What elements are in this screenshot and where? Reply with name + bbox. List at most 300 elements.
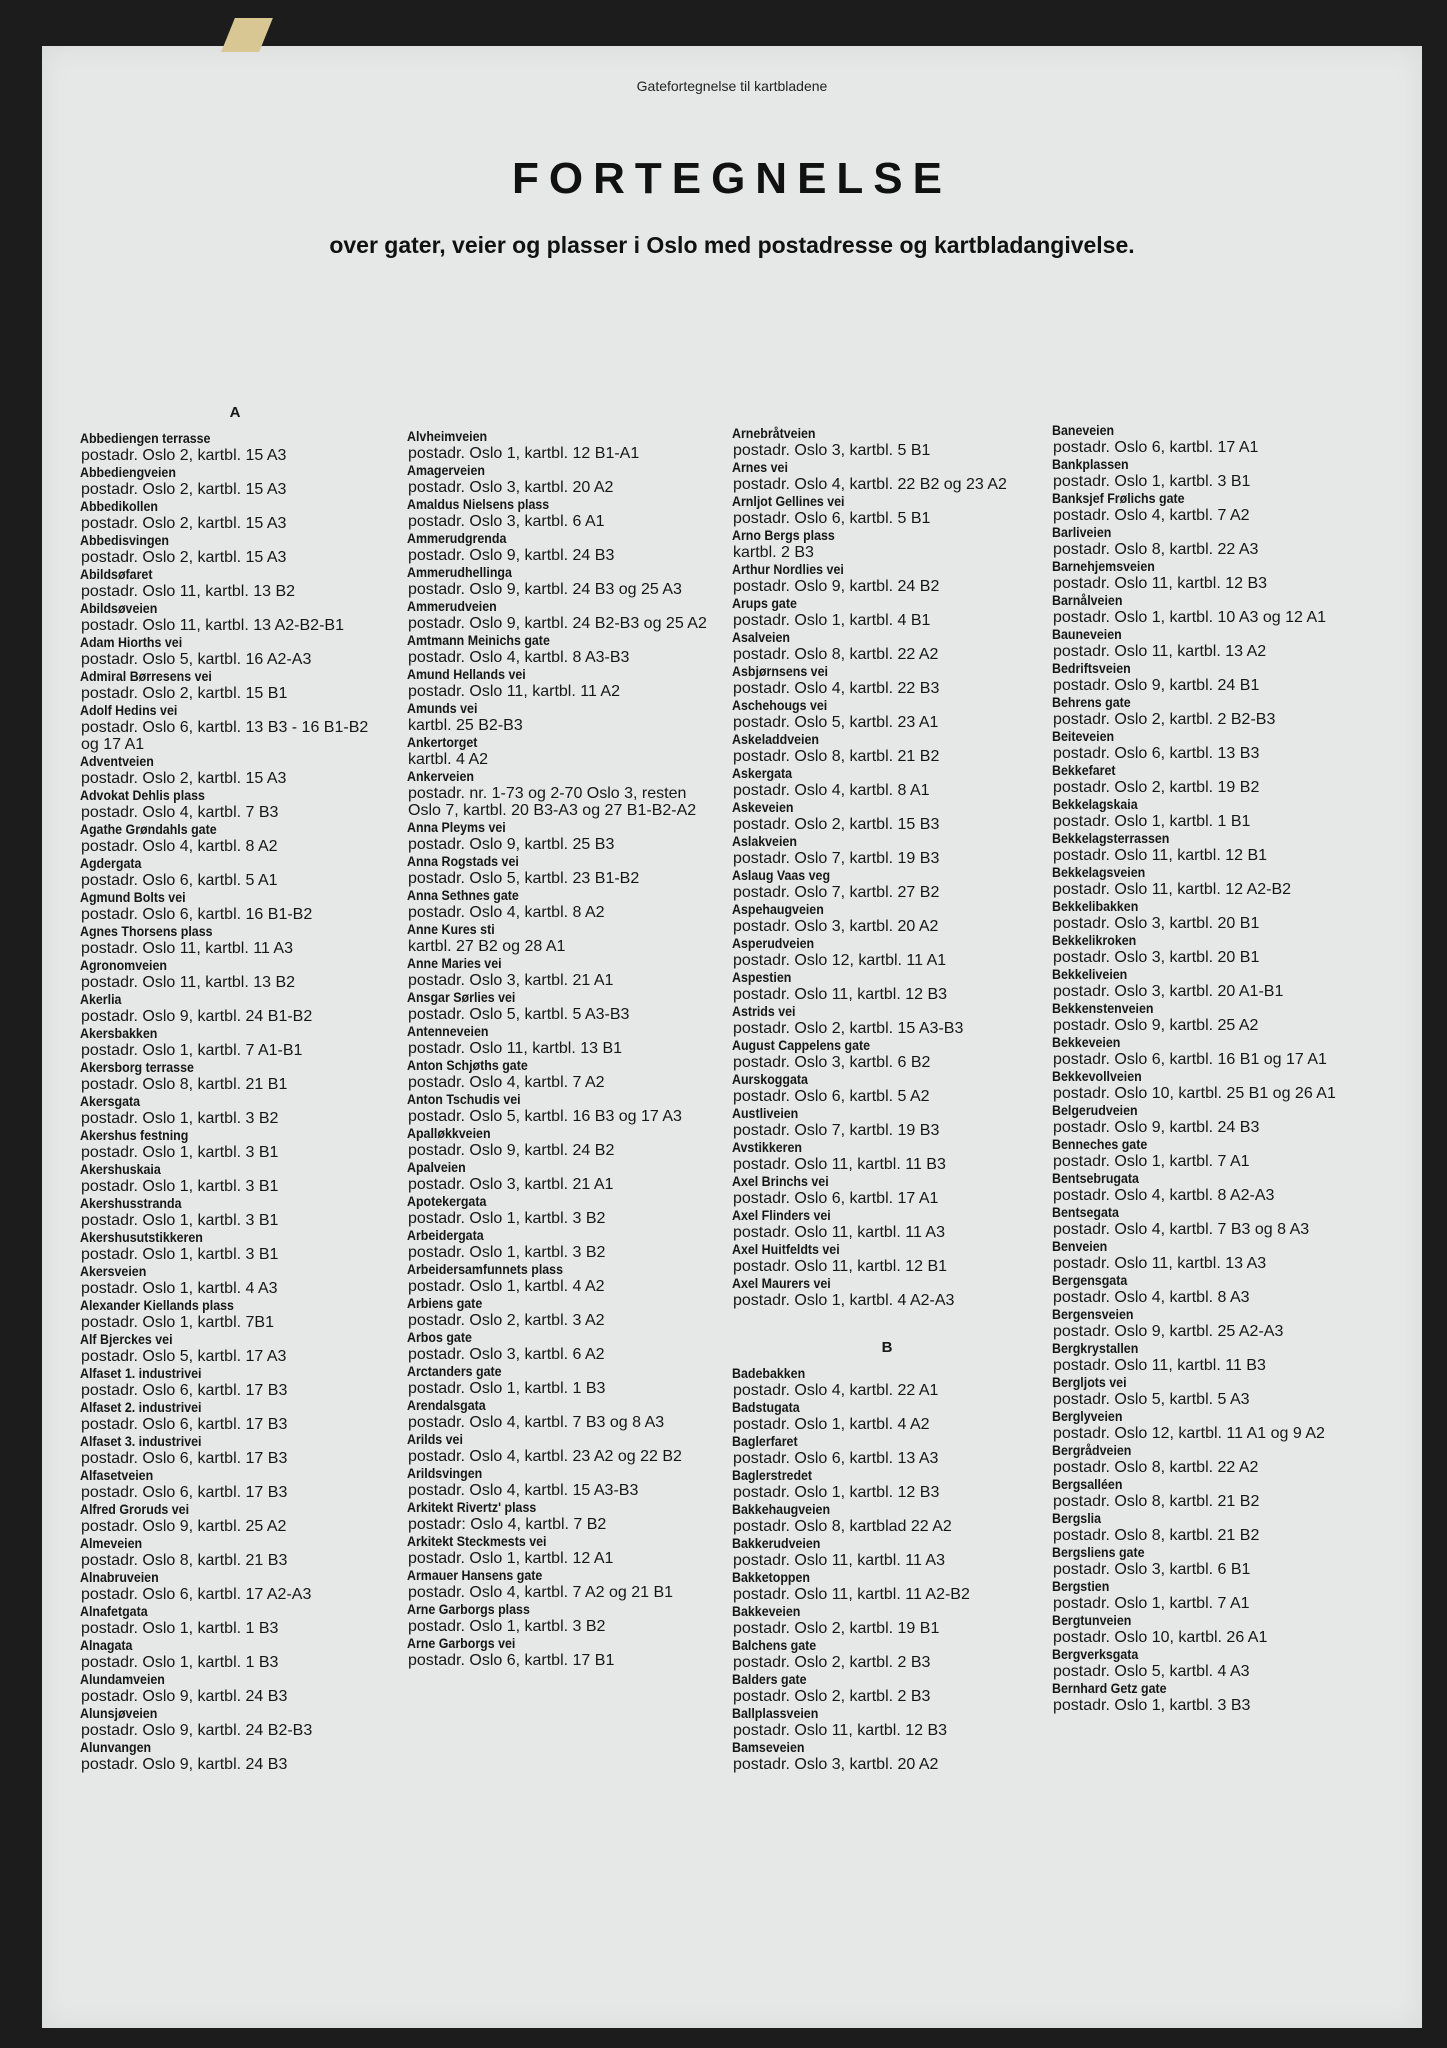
street-address: postadr. Oslo 6, kartbl. 16 B1-B2 — [81, 906, 313, 923]
street-entry — [407, 768, 712, 819]
street-name: Arbeidersamfunnets plass — [407, 1262, 563, 1277]
street-entry — [1052, 1578, 1382, 1612]
street-entry — [1052, 694, 1382, 728]
street-entry — [80, 889, 390, 923]
street-address: postadr. Oslo 6, kartbl. 17 A1 — [733, 1190, 939, 1207]
street-address: postadr. Oslo 6, kartbl. 17 B3 — [81, 1484, 288, 1501]
street-entry — [732, 1603, 1042, 1637]
street-address: postadr. Oslo 1, kartbl. 7 A1-B1 — [81, 1042, 303, 1059]
street-entry — [80, 855, 390, 889]
street-entry — [407, 666, 712, 700]
street-name: Alnafetgata — [80, 1604, 148, 1619]
street-address: postadr. Oslo 2, kartbl. 15 B3 — [733, 816, 940, 833]
street-address: postadr. Oslo 1, kartbl. 1 B3 — [81, 1620, 279, 1637]
street-name: Abbediengveien — [80, 465, 176, 480]
street-entry — [80, 957, 390, 991]
street-entry — [407, 1193, 712, 1227]
street-entry — [80, 923, 390, 957]
street-entry — [732, 1173, 1042, 1207]
street-address: postadr. Oslo 4, kartbl. 22 B2 og 23 A2 — [733, 476, 1007, 493]
street-entry — [1052, 1034, 1382, 1068]
street-name: Asperudveien — [732, 936, 815, 951]
street-address: postadr. Oslo 3, kartbl. 6 B2 — [733, 1054, 931, 1071]
street-entry — [732, 663, 1042, 697]
street-address: postadr. Oslo 11, kartbl. 11 A3 — [733, 1224, 945, 1241]
street-address: postadr. Oslo 3, kartbl. 21 A1 — [408, 972, 614, 989]
street-address: postadr. Oslo 1, kartbl. 7B1 — [81, 1314, 274, 1331]
street-entry — [407, 1635, 712, 1669]
street-entry — [1052, 1476, 1382, 1510]
street-name: Adventveien — [80, 754, 154, 769]
street-name: Bentsegata — [1052, 1205, 1119, 1220]
street-entry — [80, 532, 390, 566]
entry-list — [80, 430, 390, 1773]
street-address: postadr. Oslo 6, kartbl. 5 B1 — [733, 510, 931, 527]
street-name: Bakkehaugveien — [732, 1502, 831, 1517]
column-2 — [407, 428, 712, 1669]
street-address: postadr. Oslo 4, kartbl. 7 A2 — [1053, 507, 1250, 524]
street-name: Agnes Thorsens plass — [80, 924, 213, 939]
street-address: postadr. Oslo 9, kartbl. 24 B1-B2 — [81, 1008, 313, 1025]
street-name: Bekkefaret — [1052, 763, 1116, 778]
street-name: Abbediengen terrasse — [80, 431, 211, 446]
street-name: Alnagata — [80, 1638, 133, 1653]
street-address: postadr. Oslo 3, kartbl. 21 A1 — [408, 1176, 614, 1193]
street-name: Ankerveien — [407, 769, 474, 784]
street-entry — [407, 1057, 712, 1091]
street-name: Arthur Nordlies vei — [732, 562, 844, 577]
street-address: postadr. Oslo 3, kartbl. 6 B1 — [1053, 1561, 1251, 1578]
street-address: postadr. Oslo 12, kartbl. 11 A1 og 9 A2 — [1053, 1425, 1325, 1442]
street-address: postadr. Oslo 10, kartbl. 25 B1 og 26 A1 — [1053, 1085, 1336, 1102]
street-name: Ammerudgrenda — [407, 531, 507, 546]
street-entry — [407, 1465, 712, 1499]
street-name: Anne Maries vei — [407, 956, 502, 971]
street-name: Bergsalléen — [1052, 1477, 1123, 1492]
street-name: Amagerveien — [407, 463, 486, 478]
street-entry — [407, 632, 712, 666]
street-name: Bakkerudveien — [732, 1536, 821, 1551]
street-name: Barliveien — [1052, 525, 1112, 540]
street-name: Arbiens gate — [407, 1296, 483, 1311]
page-title: FORTEGNELSE — [511, 154, 953, 203]
street-name: Arkitekt Steckmests vei — [407, 1534, 547, 1549]
street-address: kartbl. 2 B3 — [733, 544, 814, 561]
street-address: postadr. Oslo 2, kartbl. 15 A3 — [81, 549, 287, 566]
street-address: postadr. Oslo 4, kartbl. 7 B3 og 8 A3 — [408, 1414, 665, 1431]
street-entry — [80, 1331, 390, 1365]
street-entry — [80, 1637, 390, 1671]
street-name: Arnes vei — [732, 460, 788, 475]
street-address: postadr. Oslo 7, kartbl. 27 B2 — [733, 884, 940, 901]
street-entry — [732, 969, 1042, 1003]
street-entry — [407, 462, 712, 496]
street-address: postadr. Oslo 6, kartbl. 13 A3 — [733, 1450, 939, 1467]
street-entry — [732, 527, 1042, 561]
street-address: postadr. Oslo 2, kartbl. 15 A3 — [81, 515, 287, 532]
street-address: postadr. Oslo 1, kartbl. 12 B1-A1 — [408, 445, 640, 462]
street-name: Bergensveien — [1052, 1307, 1134, 1322]
street-address: postadr. Oslo 11, kartbl. 13 A3 — [1053, 1255, 1267, 1272]
street-address: postadr. Oslo 1, kartbl. 4 A3 — [81, 1280, 278, 1297]
street-entry — [732, 1139, 1042, 1173]
street-entry — [1052, 1442, 1382, 1476]
street-entry — [1052, 1170, 1382, 1204]
street-name: Badebakken — [732, 1366, 806, 1381]
street-entry — [732, 1207, 1042, 1241]
street-address: postadr. Oslo 2, kartbl. 15 A3 — [81, 770, 287, 787]
street-name: Avstikkeren — [732, 1140, 802, 1155]
street-name: Armauer Hansens gate — [407, 1568, 543, 1583]
street-name: Arctanders gate — [407, 1364, 502, 1379]
street-name: Ansgar Sørlies vei — [407, 990, 516, 1005]
street-address: postadr. Oslo 9, kartbl. 24 B3 — [1053, 1119, 1260, 1136]
street-entry — [407, 734, 712, 768]
street-entry — [732, 901, 1042, 935]
street-address: postadr. Oslo 3, kartbl. 5 B1 — [733, 442, 931, 459]
street-name: Bergverksgata — [1052, 1647, 1139, 1662]
street-name: Barnehjemsveien — [1052, 559, 1155, 574]
street-entry — [407, 921, 712, 955]
street-entry — [80, 1195, 390, 1229]
street-entry — [1052, 422, 1382, 456]
entry-list — [1052, 422, 1382, 1714]
street-address: postadr. Oslo 11, kartbl. 12 B3 — [1053, 575, 1268, 592]
street-name: Anne Kures sti — [407, 922, 495, 937]
street-entry — [80, 634, 390, 668]
street-address: postadr. Oslo 4, kartbl. 7 B3 — [81, 804, 279, 821]
street-name: Arnljot Gellines vei — [732, 494, 845, 509]
street-name: Barnålveien — [1052, 593, 1123, 608]
street-entry — [1052, 660, 1382, 694]
street-entry — [80, 1399, 390, 1433]
street-address: postadr. Oslo 1, kartbl. 3 B1 — [1053, 473, 1251, 490]
street-name: Antenneveien — [407, 1024, 489, 1039]
street-name: Bakkeveien — [732, 1604, 801, 1619]
street-address: postadr. Oslo 8, kartbl. 21 B2 — [1053, 1493, 1260, 1510]
street-entry — [1052, 1680, 1382, 1714]
street-address: postadr. Oslo 1, kartbl. 7 A1 — [1053, 1595, 1250, 1612]
street-name: Ammerudhellinga — [407, 565, 512, 580]
street-name: Arne Garborgs plass — [407, 1602, 530, 1617]
street-address: postadr. Oslo 6, kartbl. 17 B3 — [81, 1382, 288, 1399]
street-entry — [732, 799, 1042, 833]
street-address: postadr. Oslo 6, kartbl. 16 B1 og 17 A1 — [1053, 1051, 1327, 1068]
street-name: Arne Garborgs vei — [407, 1636, 516, 1651]
street-name: Arnebråtveien — [732, 426, 816, 441]
column-1 — [80, 404, 390, 1773]
street-name: Bekkelagskaia — [1052, 797, 1138, 812]
street-address: postadr. Oslo 3, kartbl. 20 A2 — [733, 1756, 939, 1773]
street-name: Axel Maurers vei — [732, 1276, 831, 1291]
street-address: postadr. Oslo 8, kartblad 22 A2 — [733, 1518, 952, 1535]
street-name: Bekkelagsterrassen — [1052, 831, 1170, 846]
street-address: postadr. Oslo 1, kartbl. 10 A3 og 12 A1 — [1053, 609, 1327, 626]
street-address: postadr. Oslo 11, kartbl. 12 B3 — [733, 986, 948, 1003]
street-entry — [407, 1499, 712, 1533]
street-address: postadr. Oslo 11, kartbl. 13 A2 — [1053, 643, 1267, 660]
street-entry — [1052, 490, 1382, 524]
street-entry — [1052, 1408, 1382, 1442]
document-page — [42, 46, 1422, 2028]
street-address: postadr. Oslo 1, kartbl. 1 B3 — [81, 1654, 279, 1671]
street-entry — [732, 935, 1042, 969]
street-address: postadr. Oslo 6, kartbl. 5 A2 — [733, 1088, 930, 1105]
street-address: postadr. Oslo 11, kartbl. 13 B2 — [81, 583, 296, 600]
street-name: Alvheimveien — [407, 429, 488, 444]
street-name: Bakketoppen — [732, 1570, 810, 1585]
street-address: postadr. Oslo 1, kartbl. 12 A1 — [408, 1550, 614, 1567]
street-address: postadr. Oslo 1, kartbl. 3 B2 — [408, 1210, 606, 1227]
street-address: postadr. Oslo 1, kartbl. 3 B3 — [1053, 1697, 1251, 1714]
street-entry — [80, 787, 390, 821]
street-entry — [1052, 1000, 1382, 1034]
street-name: Amund Hellands vei — [407, 667, 526, 682]
street-name: Alexander Kiellands plass — [80, 1298, 234, 1313]
street-name: Akershuskaia — [80, 1162, 161, 1177]
street-address: postadr. Oslo 5, kartbl. 5 A3 — [1053, 1391, 1250, 1408]
street-address: postadr. Oslo 6, kartbl. 13 B3 — [1053, 745, 1260, 762]
street-address: postadr. Oslo 2, kartbl. 19 B2 — [1053, 779, 1260, 796]
street-entry — [407, 1329, 712, 1363]
street-address: postadr. Oslo 3, kartbl. 20 B1 — [1053, 915, 1260, 932]
street-entry — [732, 595, 1042, 629]
street-address: postadr. Oslo 3, kartbl. 6 A2 — [408, 1346, 605, 1363]
street-address: postadr. Oslo 1, kartbl. 1 B1 — [1053, 813, 1251, 830]
street-address: postadr. Oslo 11, kartbl. 11 A3 — [733, 1552, 945, 1569]
street-name: Bekkevollveien — [1052, 1069, 1142, 1084]
entry-list — [732, 425, 1042, 1309]
street-address: postadr. Oslo 7, kartbl. 19 B3 — [733, 1122, 940, 1139]
page-subtitle: over gater, veier og plasser i Oslo med postadresse og kartbladangivelse. — [329, 232, 1135, 258]
street-address: postadr. Oslo 11, kartbl. 13 B2 — [81, 974, 296, 991]
street-entry — [1052, 558, 1382, 592]
street-entry — [80, 1059, 390, 1093]
street-address: postadr. Oslo 2, kartbl. 2 B3 — [733, 1688, 931, 1705]
street-entry — [80, 600, 390, 634]
street-entry — [732, 1105, 1042, 1139]
street-address: postadr. Oslo 1, kartbl. 7 A1 — [1053, 1153, 1250, 1170]
street-name: Bergsliens gate — [1052, 1545, 1145, 1560]
street-name: Bergkrystallen — [1052, 1341, 1139, 1356]
street-name: Alfasetveien — [80, 1468, 154, 1483]
street-address: postadr. Oslo 5, kartbl. 23 A1 — [733, 714, 939, 731]
street-address: postadr. Oslo 11, kartbl. 11 A2-B2 — [733, 1586, 970, 1603]
street-entry — [1052, 1374, 1382, 1408]
street-address: postadr. Oslo 10, kartbl. 26 A1 — [1053, 1629, 1268, 1646]
street-name: Agathe Grøndahls gate — [80, 822, 217, 837]
street-address: postadr. Oslo 4, kartbl. 8 A2 — [81, 838, 278, 855]
street-entry — [80, 1433, 390, 1467]
street-address: postadr. Oslo 11, kartbl. 11 B3 — [733, 1156, 946, 1173]
street-entry — [1052, 728, 1382, 762]
street-address: postadr. Oslo 9, kartbl. 24 B2-B3 — [81, 1722, 313, 1739]
street-name: Adam Hiorths vei — [80, 635, 183, 650]
street-entry — [407, 1431, 712, 1465]
street-entry — [732, 1637, 1042, 1671]
street-address: postadr. Oslo 4, kartbl. 8 A2 — [408, 904, 605, 921]
street-name: Balchens gate — [732, 1638, 817, 1653]
street-address: postadr. Oslo 1, kartbl. 3 B2 — [408, 1244, 606, 1261]
street-address: postadr. Oslo 8, kartbl. 22 A2 — [1053, 1459, 1259, 1476]
street-address: postadr. Oslo 1, kartbl. 4 A2 — [408, 1278, 605, 1295]
street-address: postadr. Oslo 11, kartbl. 11 A3 — [81, 940, 293, 957]
street-address: postadr. Oslo 1, kartbl. 4 A2-A3 — [733, 1292, 955, 1309]
street-address: postadr. Oslo 5, kartbl. 16 A2-A3 — [81, 651, 312, 668]
street-entry — [80, 668, 390, 702]
street-entry — [1052, 1204, 1382, 1238]
street-address: postadr. Oslo 11, kartbl. 11 B3 — [1053, 1357, 1266, 1374]
street-entry — [732, 629, 1042, 663]
street-entry — [1052, 966, 1382, 1000]
street-name: Bergtunveien — [1052, 1613, 1132, 1628]
street-name: Bamseveien — [732, 1740, 805, 1755]
street-name: Bedriftsveien — [1052, 661, 1131, 676]
street-address: postadr. Oslo 9, kartbl. 25 A2 — [81, 1518, 287, 1535]
street-name: Agdergata — [80, 856, 142, 871]
street-name: Badstugata — [732, 1400, 800, 1415]
street-entry — [80, 1297, 390, 1331]
street-name: Arkitekt Rivertz' plass — [407, 1500, 537, 1515]
street-name: Anna Rogstads vei — [407, 854, 519, 869]
street-entry — [80, 1671, 390, 1705]
street-name: Arildsvingen — [407, 1466, 483, 1481]
street-name: Alfaset 1. industrivei — [80, 1366, 202, 1381]
street-name: Bauneveien — [1052, 627, 1122, 642]
street-address: postadr. Oslo 4, kartbl. 8 A2-A3 — [1053, 1187, 1275, 1204]
street-name: Almeveien — [80, 1536, 143, 1551]
street-entry — [407, 1023, 712, 1057]
street-name: Bekkelagsveien — [1052, 865, 1146, 880]
street-address: postadr. Oslo 4, kartbl. 23 A2 og 22 B2 — [408, 1448, 682, 1465]
street-name: Aslaug Vaas veg — [732, 868, 831, 883]
street-name: Arilds vei — [407, 1432, 463, 1447]
street-address: postadr. Oslo 11, kartbl. 12 B1 — [733, 1258, 948, 1275]
street-name: Beiteveien — [1052, 729, 1115, 744]
street-entry — [732, 1399, 1042, 1433]
street-address: postadr. Oslo 8, kartbl. 21 B2 — [1053, 1527, 1260, 1544]
street-name: Bernhard Getz gate — [1052, 1681, 1167, 1696]
street-name: Aspehaugveien — [732, 902, 824, 917]
street-entry — [80, 821, 390, 855]
street-address: postadr. Oslo 4, kartbl. 8 A1 — [733, 782, 930, 799]
street-entry — [1052, 864, 1382, 898]
street-address: postadr. Oslo 5, kartbl. 16 B3 og 17 A3 — [408, 1108, 682, 1125]
street-name: Alfaset 3. industrivei — [80, 1434, 202, 1449]
street-entry — [80, 1263, 390, 1297]
street-entry — [732, 1535, 1042, 1569]
street-address: postadr. Oslo 1, kartbl. 4 A2 — [733, 1416, 930, 1433]
street-entry — [1052, 1340, 1382, 1374]
street-name: Abbedikollen — [80, 499, 158, 514]
street-entry — [80, 1161, 390, 1195]
street-entry — [1052, 524, 1382, 558]
street-name: Benneches gate — [1052, 1137, 1148, 1152]
street-address: postadr. Oslo 6, kartbl. 17 B3 — [81, 1416, 288, 1433]
street-address: postadr. Oslo 11, kartbl. 11 A2 — [408, 683, 620, 700]
street-entry — [407, 564, 712, 598]
street-address: postadr. Oslo 9, kartbl. 24 B3 — [81, 1688, 288, 1705]
street-address: postadr. Oslo 11, kartbl. 12 B3 — [733, 1722, 948, 1739]
street-entry — [80, 1569, 390, 1603]
street-name: Bergensgata — [1052, 1273, 1128, 1288]
street-entry — [732, 867, 1042, 901]
street-address: postadr. Oslo 4, kartbl. 7 A2 og 21 B1 — [408, 1584, 674, 1601]
street-name: Abbedisvingen — [80, 533, 170, 548]
street-entry — [407, 1159, 712, 1193]
street-address: kartbl. 4 A2 — [408, 751, 489, 768]
street-entry — [407, 1397, 712, 1431]
street-address: postadr. Oslo 2, kartbl. 3 A2 — [408, 1312, 605, 1329]
street-name: Ballplassveien — [732, 1706, 819, 1721]
street-name: Akershusutstikkeren — [80, 1230, 203, 1245]
street-address: postadr. Oslo 9, kartbl. 25 A2 — [1053, 1017, 1259, 1034]
street-name: Bentsebrugata — [1052, 1171, 1139, 1186]
street-entry — [1052, 796, 1382, 830]
street-name: Akersgata — [80, 1094, 141, 1109]
street-address: postadr. Oslo 11, kartbl. 12 B1 — [1053, 847, 1268, 864]
street-entry — [80, 1705, 390, 1739]
street-name: Amtmann Meinichs gate — [407, 633, 550, 648]
street-name: Asalveien — [732, 630, 791, 645]
street-name: Alunvangen — [80, 1740, 152, 1755]
street-entry — [407, 700, 712, 734]
street-entry — [732, 425, 1042, 459]
street-address: postadr. Oslo 12, kartbl. 11 A1 — [733, 952, 947, 969]
street-entry — [1052, 1068, 1382, 1102]
street-name: Balders gate — [732, 1672, 807, 1687]
street-entry — [80, 430, 390, 464]
street-address: postadr. Oslo 4, kartbl. 7 A2 — [408, 1074, 605, 1091]
street-name: Agmund Bolts vei — [80, 890, 186, 905]
street-address: postadr. Oslo 5, kartbl. 4 A3 — [1053, 1663, 1250, 1680]
street-entry — [1052, 626, 1382, 660]
street-name: Benveien — [1052, 1239, 1108, 1254]
street-name: Axel Flinders vei — [732, 1208, 831, 1223]
street-name: Anton Schjøths gate — [407, 1058, 528, 1073]
street-address: postadr. Oslo 8, kartbl. 21 B3 — [81, 1552, 288, 1569]
street-address: postadr. Oslo 3, kartbl. 20 A2 — [733, 918, 939, 935]
street-entry — [407, 1261, 712, 1295]
street-name: Axel Brinchs vei — [732, 1174, 829, 1189]
street-address: postadr. Oslo 6, kartbl. 17 A1 — [1053, 439, 1259, 456]
street-name: Amunds vei — [407, 701, 478, 716]
street-name: Anna Sethnes gate — [407, 888, 519, 903]
street-entry — [732, 459, 1042, 493]
street-name: Bekkelikroken — [1052, 933, 1137, 948]
street-address: postadr. Oslo 1, kartbl. 3 B1 — [81, 1212, 279, 1229]
street-name: Apalløkkveien — [407, 1126, 491, 1141]
street-address: postadr. Oslo 9, kartbl. 25 A2-A3 — [1053, 1323, 1284, 1340]
street-name: Behrens gate — [1052, 695, 1131, 710]
street-address: postadr. Oslo 9, kartbl. 24 B2 — [733, 578, 940, 595]
street-entry — [80, 464, 390, 498]
street-entry — [1052, 1646, 1382, 1680]
street-entry — [407, 989, 712, 1023]
street-entry — [1052, 898, 1382, 932]
street-name: Berglyveien — [1052, 1409, 1123, 1424]
street-entry — [1052, 1136, 1382, 1170]
street-address: kartbl. 25 B2-B3 — [408, 717, 523, 734]
street-name: Baglerfaret — [732, 1434, 798, 1449]
street-address: postadr. Oslo 9, kartbl. 24 B3 — [408, 547, 615, 564]
street-address: postadr. Oslo 6, kartbl. 17 B3 — [81, 1450, 288, 1467]
street-name: Akershusstranda — [80, 1196, 182, 1211]
street-name: Arbos gate — [407, 1330, 472, 1345]
street-entry — [80, 1467, 390, 1501]
street-address: postadr. Oslo 8, kartbl. 22 A3 — [1053, 541, 1259, 558]
street-name: Bergljots vei — [1052, 1375, 1127, 1390]
